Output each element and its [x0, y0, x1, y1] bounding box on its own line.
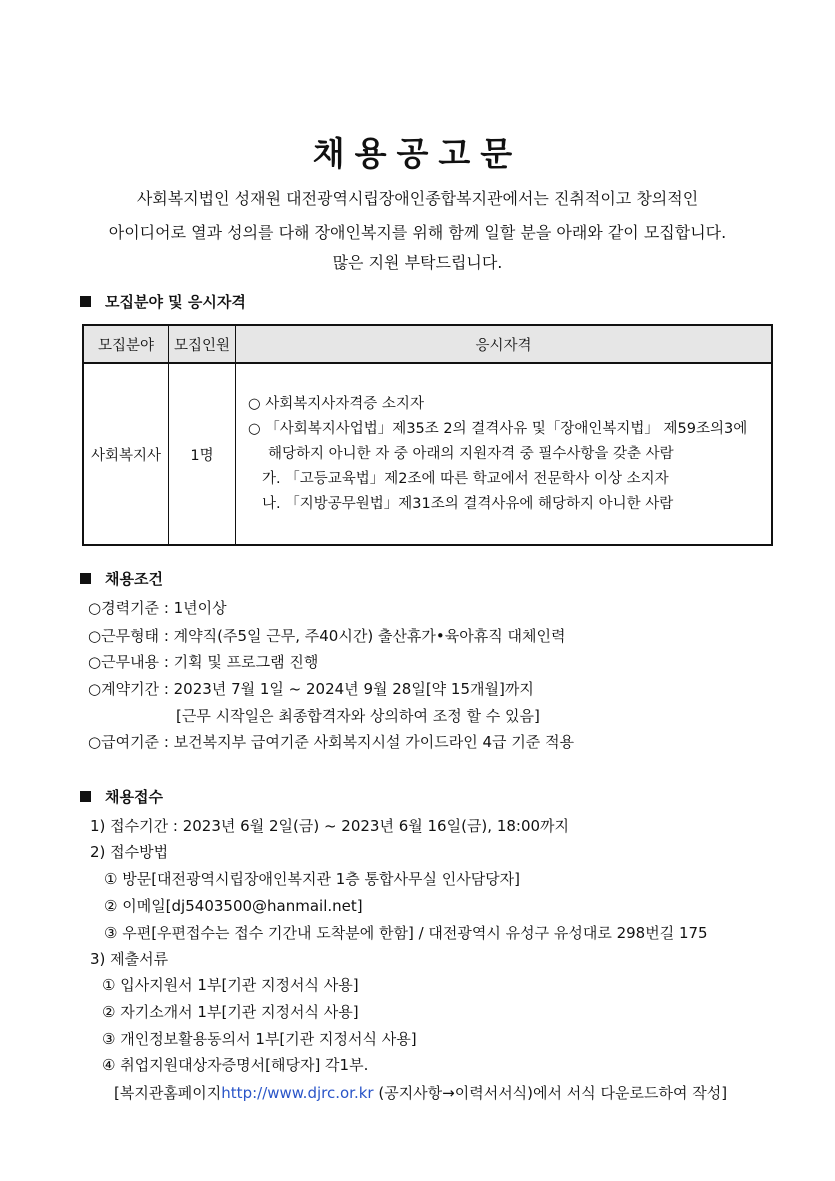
qualification-line: 해당하지 아니한 자 중 아래의 지원자격 중 필수사항을 갖춘 사람 [268, 445, 674, 462]
square-bullet-icon [80, 296, 91, 307]
application-method: ① 방문[대전광역시립장애인복지관 1층 통합사무실 인사담당자] [104, 870, 521, 888]
qualification-line: 나. 「지방공무원법」제31조의 결격사유에 해당하지 아니한 사람 [262, 495, 674, 512]
application-line: 3) 제출서류 [90, 950, 169, 968]
condition-note: [근무 시작일은 최종합격자와 상의하여 조정 할 수 있음] [176, 707, 540, 725]
document-item: ④ 취업지원대상자증명서[해당자] 각1부. [102, 1056, 369, 1074]
download-prefix: [복지관홈페이지 [114, 1084, 222, 1102]
download-suffix: (공지사항→이력서서식)에서 서식 다운로드하여 작성] [373, 1084, 728, 1102]
square-bullet-icon [80, 573, 91, 584]
table-header-count: 모집인원 [169, 325, 236, 363]
cell-count: 1명 [169, 363, 236, 545]
condition-line: ○근무형태 : 계약직(주5일 근무, 주40시간) 출산휴가•육아휴직 대체인력 [88, 627, 566, 645]
qualification-line: ○ 「사회복지사업법」제35조 2의 결격사유 및「장애인복지법」 제59조의3에 [248, 420, 748, 437]
intro-line-3: 많은 지원 부탁드립니다. [332, 253, 503, 272]
condition-line: ○계약기간 : 2023년 7월 1일 ~ 2024년 9월 28일[약 15개월]까지 [88, 680, 534, 698]
page-title: 채용공고문 [312, 134, 523, 173]
intro-line-1: 사회복지법인 성재원 대전광역시립장애인종합복지관에서는 진취적이고 창의적인 [136, 189, 699, 208]
qualification-line: ○ 사회복지사자격증 소지자 [248, 395, 424, 412]
application-method: ② 이메일[dj5403500@hanmail.net] [104, 897, 363, 915]
square-bullet-icon [80, 791, 91, 802]
application-line: 2) 접수방법 [90, 843, 169, 861]
requirements-table [82, 324, 773, 546]
condition-line: ○급여기준 : 보건복지부 급여기준 사회복지시설 가이드라인 4급 기준 적용 [88, 733, 575, 751]
homepage-link[interactable]: http://www.djrc.or.kr [221, 1084, 374, 1102]
application-line: 1) 접수기간 : 2023년 6월 2일(금) ~ 2023년 6월 16일(금), 18:00까지 [90, 817, 570, 835]
condition-line: ○경력기준 : 1년이상 [88, 599, 227, 617]
qualification-line: 가. 「고등교육법」제2조에 따른 학교에서 전문학사 이상 소지자 [262, 470, 669, 487]
section-heading-text: 모집분야 및 응시자격 [105, 293, 246, 311]
cell-field: 사회복지사 [83, 363, 169, 545]
table-header-field: 모집분야 [83, 325, 169, 363]
section-heading-application [80, 786, 163, 807]
section-heading-conditions [80, 568, 163, 589]
download-note [114, 1082, 727, 1103]
document-item: ③ 개인정보활용동의서 1부[기관 지정서식 사용] [102, 1030, 417, 1048]
condition-line: ○근무내용 : 기획 및 프로그램 진행 [88, 653, 319, 671]
section-heading-recruitment [80, 291, 246, 312]
section-heading-text: 채용접수 [105, 788, 163, 806]
section-heading-text: 채용조건 [105, 570, 163, 588]
intro-line-2: 아이디어로 열과 성의를 다해 장애인복지를 위해 함께 일할 분을 아래와 같이 모집합니다. [108, 223, 727, 242]
table-row [83, 363, 772, 545]
application-method: ③ 우편[우편접수는 접수 기간내 도착분에 한함] / 대전광역시 유성구 유성대로 298번길 175 [104, 924, 708, 942]
cell-qualifications [236, 363, 773, 545]
table-header-qualifications: 응시자격 [236, 325, 773, 363]
table-header-row [83, 325, 772, 363]
document-item: ② 자기소개서 1부[기관 지정서식 사용] [102, 1003, 359, 1021]
document-item: ① 입사지원서 1부[기관 지정서식 사용] [102, 976, 359, 994]
